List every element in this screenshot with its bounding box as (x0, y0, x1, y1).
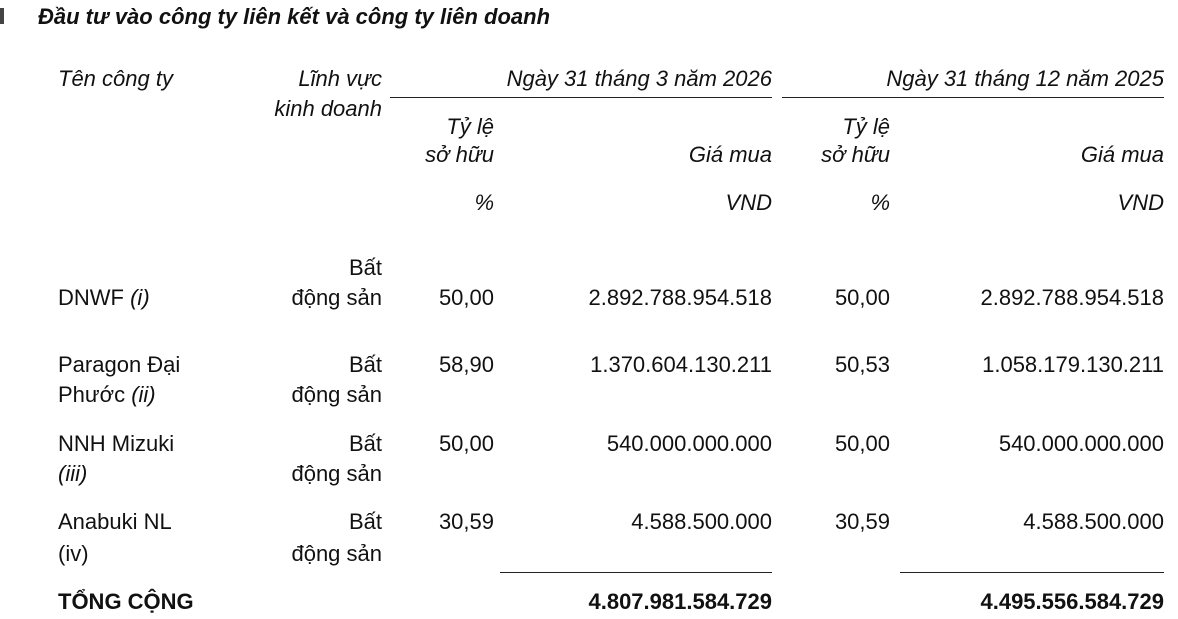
header-sector-line1: Lĩnh vực (298, 66, 382, 91)
header-rule-2025 (782, 97, 1164, 98)
unit-pct-2026: % (474, 190, 494, 215)
row-company-line1: NNH Mizuki (58, 431, 175, 456)
row-cost-2025: 540.000.000.000 (998, 431, 1164, 456)
header-rule-2026 (390, 97, 772, 98)
row-sector-line2: động sản (291, 285, 382, 310)
header-ownership-2025-line1: Tỷ lệ (842, 114, 890, 139)
row-company-suffix: (iii) (58, 461, 88, 486)
header-ownership-2026-line1: Tỷ lệ (446, 114, 494, 139)
header-period-2025: Ngày 31 tháng 12 năm 2025 (886, 66, 1164, 91)
row-company-line1: Paragon Đại (58, 352, 181, 377)
row-cost-2025: 1.058.179.130.211 (982, 352, 1164, 377)
row-cost-2026: 1.370.604.130.211 (590, 352, 772, 377)
row-pct-2025: 30,59 (834, 509, 890, 534)
row-sector-line1: Bất (348, 509, 382, 534)
header-ownership-2025-line2: sở hữu (821, 142, 890, 167)
total-label: TỔNG CỘNG (58, 589, 194, 614)
row-pct-2026: 50,00 (438, 285, 494, 310)
row-sector-line1: Bất (348, 255, 382, 280)
header-cost-2025: Giá mua (1080, 142, 1164, 167)
row-sector-line1: Bất (348, 352, 382, 377)
row-cost-2026: 2.892.788.954.518 (588, 285, 772, 310)
row-pct-2025: 50,53 (834, 352, 890, 377)
row-pct-2026: 58,90 (438, 352, 494, 377)
header-ownership-2026-line2: sở hữu (425, 142, 494, 167)
unit-vnd-2025: VND (1117, 190, 1164, 215)
total-cost-2026: 4.807.981.584.729 (588, 589, 772, 614)
row-pct-2025: 50,00 (834, 285, 890, 310)
subtotal-rule-2025 (900, 572, 1164, 573)
row-sector-line2: động sản (291, 382, 382, 407)
header-period-2026: Ngày 31 tháng 3 năm 2026 (506, 66, 772, 91)
row-sector-line2: động sản (291, 541, 382, 566)
subtotal-rule-2026 (500, 572, 772, 573)
row-cost-2025: 2.892.788.954.518 (980, 285, 1164, 310)
row-pct-2026: 50,00 (438, 431, 494, 456)
row-sector-line1: Bất (348, 431, 382, 456)
page-edge-mark (0, 8, 4, 24)
unit-vnd-2026: VND (725, 190, 772, 215)
header-sector-line2: kinh doanh (274, 96, 382, 121)
total-cost-2025: 4.495.556.584.729 (980, 589, 1164, 614)
row-cost-2026: 4.588.500.000 (631, 509, 772, 534)
header-company: Tên công ty (58, 66, 173, 91)
row-pct-2025: 50,00 (834, 431, 890, 456)
section-title: Đầu tư vào công ty liên kết và công ty liên doanh (38, 4, 551, 29)
row-pct-2026: 30,59 (438, 509, 494, 534)
row-company: DNWF (i) (58, 285, 150, 310)
header-cost-2026: Giá mua (688, 142, 772, 167)
row-company-line2: Phước (ii) (58, 382, 156, 407)
row-company-line2: (iv) (58, 541, 89, 566)
row-cost-2026: 540.000.000.000 (606, 431, 772, 456)
row-company-line1: Anabuki NL (58, 509, 172, 534)
unit-pct-2025: % (870, 190, 890, 215)
row-sector-line2: động sản (291, 461, 382, 486)
row-cost-2025: 4.588.500.000 (1023, 509, 1164, 534)
